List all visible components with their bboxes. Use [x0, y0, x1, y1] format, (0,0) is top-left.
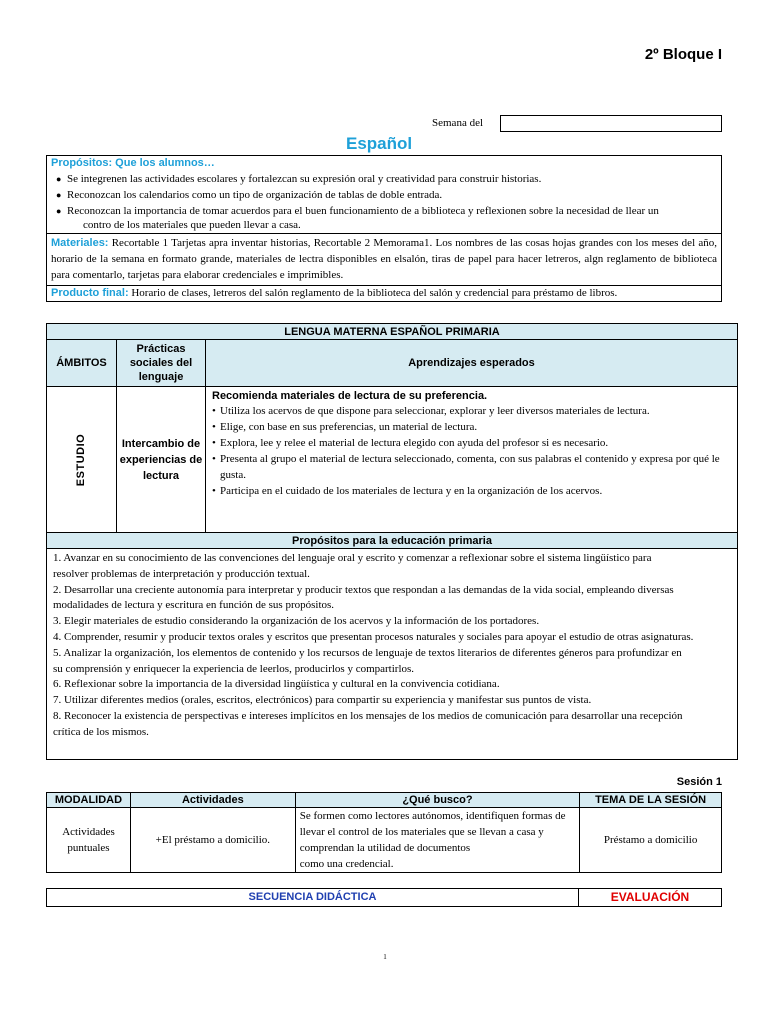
practica-cell	[117, 387, 206, 533]
purpose-item: ● Se integrenen las actividades escolares y fortalezcan su expresión oral y creatividad para construir historias.	[51, 171, 717, 187]
aprendizajes-cell	[206, 387, 737, 533]
aprendizaje-item: • Explora, lee y relee el material de lectura elegido con ayuda del profesor si es necesario.	[212, 435, 731, 451]
purposes-label: Propósitos: Que los alumnos…	[51, 157, 215, 169]
primary-purpose-line: 6. Reflexionar sobre la importancia de la diversidad lingüística y cultural en la convivencia cotidiana.	[53, 678, 500, 691]
curriculum-body-row	[47, 387, 737, 533]
tema-cell: Préstamo a domicilio	[580, 808, 722, 873]
col-aprendizajes: Aprendizajes esperados	[206, 340, 737, 387]
primary-purposes-list	[47, 549, 737, 759]
curriculum-table	[46, 323, 738, 760]
col-tema: TEMA DE LA SESIÓN	[580, 793, 722, 808]
materials-label: Materiales:	[51, 237, 109, 249]
session-label: Sesión 1	[676, 776, 722, 788]
aprendizaje-item: • Participa en el cuidado de los materiales de lectura y en la organización de los acervos.	[212, 483, 731, 499]
col-actividades: Actividades	[130, 793, 295, 808]
que-busco-line: como una credencial.	[299, 858, 394, 870]
subject-title: Español	[346, 134, 413, 153]
purpose-item: ● Reconozcan la importancia de tomar acuerdos para el buen funcionamiento de a biblioteca y reflexionen sobre la necesidad de llear un	[51, 203, 717, 219]
purposes-list	[51, 171, 717, 219]
modalidad-cell: Actividades puntuales	[47, 808, 131, 873]
primary-purpose-line: crítica de los mismos.	[53, 725, 149, 738]
aprendizaje-item: • Elige, con base en sus preferencias, un material de lectura.	[212, 419, 731, 435]
curriculum-header-row	[47, 340, 737, 387]
curriculum-title: LENGUA MATERNA ESPAÑOL PRIMARIA	[47, 324, 737, 340]
primary-purpose-line: 3. Elegir materiales de estudio considerando la organización de los acervos y la información de los portadores.	[53, 615, 540, 628]
purpose-item: ● Reconozcan los calendarios como un tipo de organización de tablas de doble entrada.	[51, 187, 717, 203]
col-practicas: Prácticas sociales del lenguaje	[117, 340, 206, 387]
sequence-bar	[46, 888, 722, 907]
ambito-label: ESTUDIO	[75, 433, 88, 486]
actividades-cell: +El préstamo a domicilio.	[130, 808, 295, 873]
col-ambitos: ÁMBITOS	[47, 340, 117, 387]
week-label: Semana del	[432, 117, 484, 129]
primary-purpose-line: 2. Desarrollar una creciente autonomía para interpretar y producir textos que respondan a las demandas de la vida social, empleando diversas	[53, 583, 674, 596]
evaluation-label: EVALUACIÓN	[610, 890, 690, 904]
purposes-row	[47, 156, 721, 234]
aprendizaje-title: Recomienda materiales de lectura de su preferencia.	[212, 390, 488, 402]
purpose-item-continuation: contro de los materiales que pueden llevar a casa.	[83, 219, 301, 231]
final-product-row	[47, 286, 721, 301]
week-field[interactable]	[500, 115, 722, 132]
que-busco-line: comprendan la utilidad de documentos	[299, 842, 471, 854]
final-product-label: Producto final:	[51, 287, 129, 299]
session-table	[46, 792, 722, 873]
primary-purpose-line: 1. Avanzar en su conocimiento de las convenciones del lenguaje oral y escrito y comenzar a reflexionar sobre el sistema lingüístico para	[53, 552, 652, 564]
ambito-cell	[47, 387, 117, 533]
que-busco-cell	[295, 808, 579, 873]
que-busco-line: Se formen como lectores autónomos, identifiquen formas de	[299, 810, 566, 822]
session-header-row	[47, 793, 722, 808]
primary-purpose-line: modalidades de lectura y escritura en función de sus propósitos.	[53, 599, 335, 612]
block-title: 2º Bloque I	[644, 46, 722, 63]
materials-text: Recortable 1 Tarjetas apra inventar historias, Recortable 2 Memorama1. Los nombres de las cosas hojas grandes con los meses del año, horario de la semana en formato grande, materiales de lectra disponibles en elsalón, tiras de papel para hacer letreros, algn reglamento de biblioteca para comentarlo, tarjetas para elaborar credenciales e imprimibles.	[51, 237, 717, 281]
primary-purpose-line: 5. Analizar la organización, los elementos de contenido y los recursos de lenguaje de textos literarios de diferentes géneros para profundizar en	[53, 646, 682, 659]
sequence-label: SECUENCIA DIDÁCTICA	[47, 889, 579, 906]
primary-purpose-line: su comprensión y enriquecer la experiencia de leerlos, producirlos y compartirlos.	[53, 662, 415, 675]
col-que-busco: ¿Qué busco?	[295, 793, 579, 808]
col-modalidad: MODALIDAD	[47, 793, 131, 808]
intro-table	[46, 155, 722, 302]
aprendizaje-item: • Utiliza los acervos de que dispone para seleccionar, explorar y leer diversos materiales de lectura.	[212, 403, 731, 419]
primary-purpose-line: resolver problemas de interpretación y producción textual.	[53, 567, 310, 580]
aprendizaje-item: • Presenta al grupo el material de lectura seleccionado, comenta, con sus palabras el contenido y expresa por qué le gusta.	[212, 451, 731, 483]
primary-purposes-title: Propósitos para la educación primaria	[47, 533, 737, 549]
final-product-text: Horario de clases, letreros del salón reglamento de la biblioteca del salón y credencial para préstamo de libros.	[131, 287, 618, 299]
page-number: 1	[383, 953, 387, 961]
practica-label: Intercambio de experiencias de lectura	[119, 437, 203, 482]
que-busco-line: llevar el control de los materiales que se llevan a casa y	[299, 826, 544, 838]
primary-purpose-line: 7. Utilizar diferentes medios (orales, escritos, electrónicos) para compartir su experiencia y manifestar sus puntos de vista.	[53, 694, 592, 707]
primary-purpose-line: 4. Comprender, resumir y producir textos orales y escritos que presentan procesos naturales y sociales para apoyar el estudio de otras asignaturas.	[53, 630, 694, 643]
materials-row	[47, 234, 721, 286]
aprendizajes-list	[212, 403, 731, 499]
primary-purpose-line: 8. Reconocer la existencia de perspectivas e intereses implícitos en los mensajes de los medios de comunicación para desarrollar una recepción	[53, 709, 683, 722]
session-row	[47, 808, 722, 873]
